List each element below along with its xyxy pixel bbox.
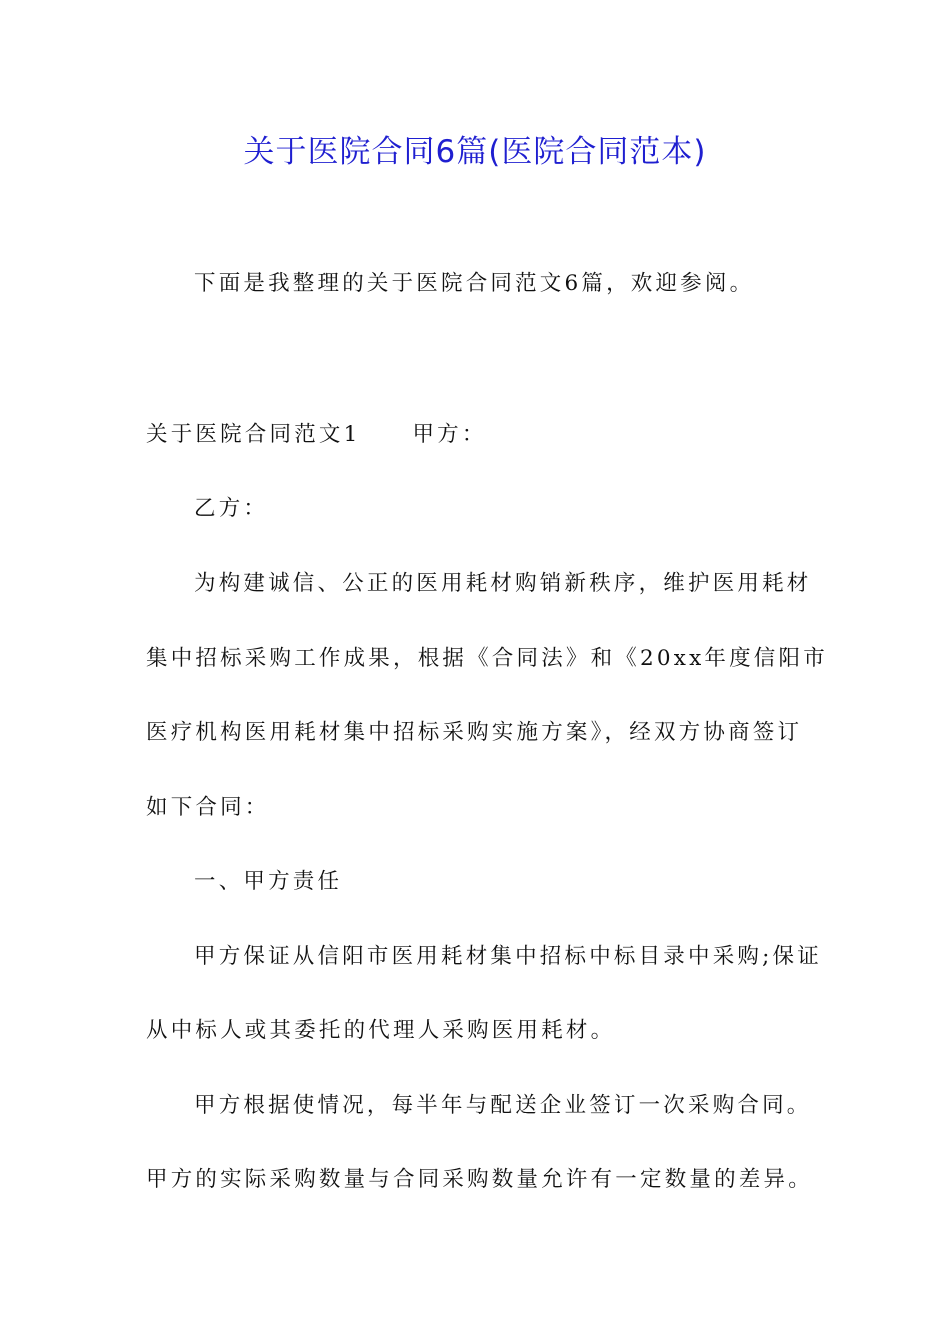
section-heading-line — [146, 418, 487, 452]
party-a-label: 甲方： — [412, 422, 487, 447]
paragraph-line: 甲方的实际采购数量与合同采购数量允许有一定数量的差异。 — [146, 1167, 813, 1192]
section-heading: 关于医院合同范文1 — [146, 422, 361, 447]
paragraph-line: 医疗机构医用耗材集中招标采购实施方案》，经双方协商签订 — [146, 720, 803, 745]
intro-paragraph: 下面是我整理的关于医院合同范文6篇，欢迎参阅。 — [194, 271, 755, 296]
paragraph-line: 从中标人或其委托的代理人采购医用耗材。 — [146, 1018, 616, 1043]
paragraph-line: 集中招标采购工作成果，根据《合同法》和《20xx年度信阳市 — [146, 646, 828, 671]
document-title: 关于医院合同6篇(医院合同范本) — [243, 134, 707, 170]
clause-heading: 一、甲方责任 — [194, 869, 343, 894]
paragraph-line: 为构建诚信、公正的医用耗材购销新秩序，维护医用耗材 — [194, 571, 812, 596]
paragraph-line: 如下合同： — [146, 795, 270, 820]
party-b-label: 乙方： — [194, 496, 269, 521]
paragraph-line: 甲方根据使情况，每半年与配送企业签订一次采购合同。 — [194, 1093, 812, 1118]
paragraph-line: 甲方保证从信阳市医用耗材集中招标中标目录中采购;保证 — [194, 944, 822, 969]
